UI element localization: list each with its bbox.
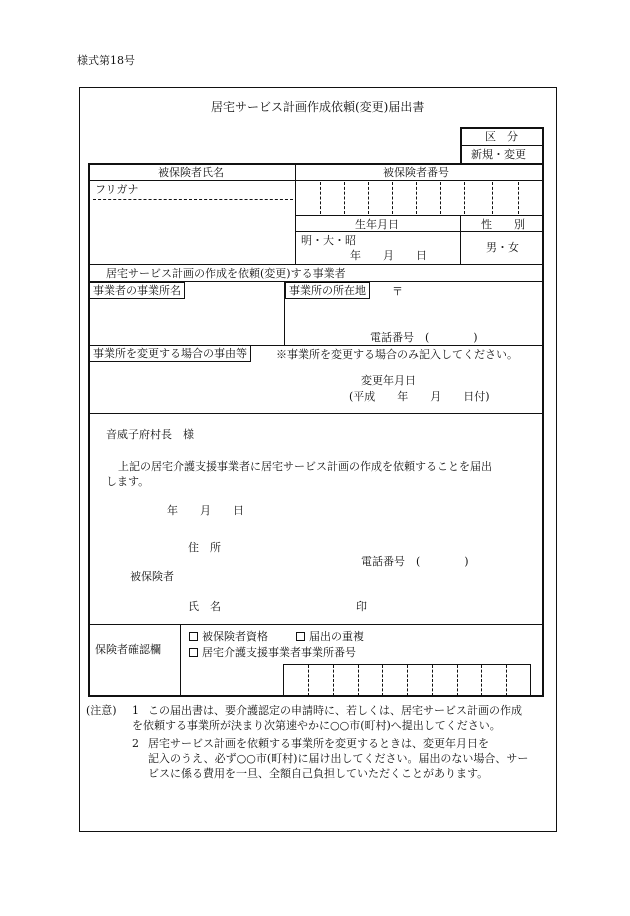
sex-label: 性 別 xyxy=(481,218,525,231)
insured-name-field[interactable] xyxy=(92,201,292,261)
applicant-name-label: 氏 名 xyxy=(188,600,221,613)
applicant-address-label: 住 所 xyxy=(188,541,221,554)
furigana-dashed-line xyxy=(93,199,293,200)
change-date-format[interactable]: (平成 年 月 日付) xyxy=(349,390,490,403)
seal-mark: 印 xyxy=(356,600,367,613)
office-digit-divider xyxy=(506,665,507,696)
note1-line1: この届出書は、要介護認定の申請時に、若しくは、居宅サービス計画の作成 xyxy=(148,704,522,717)
checkbox-icon[interactable] xyxy=(296,632,305,641)
note1-number: 1 xyxy=(132,704,139,717)
office-section-label: 居宅サービス計画の作成を依頼(変更)する事業者 xyxy=(106,267,346,280)
office-address-field[interactable] xyxy=(286,300,541,328)
kubun-value[interactable]: 新規・変更 xyxy=(471,148,526,161)
postal-mark: 〒 xyxy=(392,285,403,298)
application-top-line xyxy=(89,413,543,414)
birth-date-format[interactable]: 年 月 日 xyxy=(350,249,427,262)
check-duplicate-label: 届出の重複 xyxy=(309,630,364,643)
form-number: 様式第18号 xyxy=(77,54,135,67)
furigana-label: フリガナ xyxy=(95,183,139,196)
office-digit-divider xyxy=(308,665,309,696)
application-body-line1: 上記の居宅介護支援事業者に居宅サービス計画の作成を依頼することを届出 xyxy=(118,460,492,473)
applicant-phone[interactable]: 電話番号 ( ) xyxy=(361,555,469,568)
office-digit-divider xyxy=(432,665,433,696)
check-insured-qualification[interactable] xyxy=(189,630,268,643)
check-office-number[interactable] xyxy=(189,646,356,659)
insured-number-label: 被保険者番号 xyxy=(383,166,449,179)
insurer-confirm-label: 保険者確認欄 xyxy=(95,643,161,656)
applicant-address-field[interactable] xyxy=(235,538,535,554)
check-office-number-label: 居宅介護支援事業者事業所番号 xyxy=(202,646,356,659)
office-name-label: 事業者の事業所名 xyxy=(89,282,185,299)
office-phone[interactable]: 電話番号 ( ) xyxy=(370,331,478,344)
change-date-label: 変更年月日 xyxy=(361,374,416,387)
office-digit-divider xyxy=(481,665,482,696)
change-reason-field[interactable] xyxy=(90,364,542,412)
note1-line2: を依頼する事業所が決まり次第速やかに○○市(町村)へ提出してください。 xyxy=(132,719,501,732)
change-note: ※事業所を変更する場合のみ記入してください。 xyxy=(276,348,518,361)
application-body-line2: します。 xyxy=(106,475,150,488)
notes-prefix: (注意) xyxy=(86,704,117,717)
office-address-label: 事業所の所在地 xyxy=(285,282,370,299)
office-name-field[interactable] xyxy=(90,300,282,344)
check-insured-qualification-label: 被保険者資格 xyxy=(202,630,268,643)
birth-sex-divider xyxy=(460,215,461,264)
check-duplicate[interactable] xyxy=(296,630,364,643)
office-digit-divider xyxy=(457,665,458,696)
insured-number-field[interactable] xyxy=(296,181,542,215)
change-reason-label: 事業所を変更する場合の事由等 xyxy=(89,345,251,362)
checkbox-icon[interactable] xyxy=(189,632,198,641)
note2-line1: 居宅サービス計画を依頼する事業所を変更するときは、変更年月日を xyxy=(148,737,489,750)
note2-line2: 記入のうえ、必ず○○市(町村)に届け出してください。届出のない場合、サー xyxy=(148,752,529,765)
insured-name-label: 被保険者氏名 xyxy=(158,166,224,179)
checkbox-icon[interactable] xyxy=(189,648,198,657)
office-section-top-line xyxy=(89,264,543,265)
insured-label: 被保険者 xyxy=(130,570,174,583)
kubun-label: 区 分 xyxy=(485,130,518,143)
birth-top-line xyxy=(296,215,543,216)
addressee: 音威子府村長 様 xyxy=(106,428,194,441)
application-date[interactable]: 年 月 日 xyxy=(167,504,244,517)
sex-options[interactable]: 男・女 xyxy=(486,241,519,254)
insurer-label-divider xyxy=(180,625,181,696)
applicant-name-field[interactable] xyxy=(235,597,345,613)
note2-line3: ビスに係る費用を一旦、全額自己負担していただくことがあります。 xyxy=(148,767,489,780)
birth-date-label: 生年月日 xyxy=(355,218,399,231)
insurer-top-line xyxy=(89,624,543,625)
note2-number: 2 xyxy=(132,737,139,750)
office-digit-divider xyxy=(382,665,383,696)
era-options[interactable]: 明・大・昭 xyxy=(301,234,356,247)
office-digit-divider xyxy=(407,665,408,696)
office-digit-divider xyxy=(358,665,359,696)
form-title: 居宅サービス計画作成依頼(変更)届出書 xyxy=(211,100,425,114)
kubun-divider xyxy=(461,145,543,146)
office-digit-divider xyxy=(333,665,334,696)
